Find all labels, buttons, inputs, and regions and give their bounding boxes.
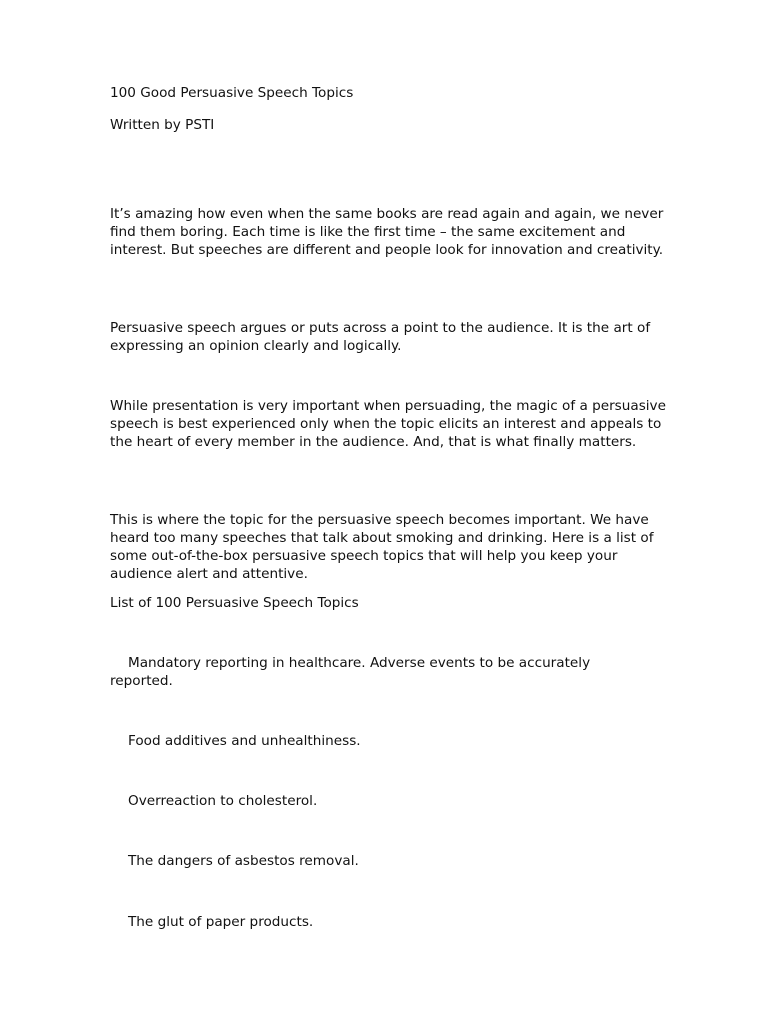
paragraph-intro: It’s amazing how even when the same books are read again and again, we never find them boring. Each time is like the first time – the same excitement and interest. But speeches are different and people look for innovation and creativity.	[110, 206, 664, 258]
document-title: 100 Good Persuasive Speech Topics	[110, 85, 354, 101]
author-line: Written by PSTI	[110, 117, 215, 133]
paragraph-presentation: While presentation is very important when persuading, the magic of a persuasive speech is best experienced only when the topic elicits an interest and appeals to the heart of every member in the audience. And, that is what finally matters.	[110, 398, 666, 450]
topic-item: The dangers of asbestos removal.	[128, 853, 359, 869]
paragraph-definition: Persuasive speech argues or puts across a point to the audience. It is the art of expressing an opinion clearly and logically.	[110, 320, 651, 354]
topic-item: Overreaction to cholesterol.	[128, 793, 318, 809]
paragraph-topic-importance: This is where the topic for the persuasive speech becomes important. We have heard too many speeches that talk about smoking and drinking. Here is a list of some out-of-the-box persuasive speech topics that will help you keep your audience alert and attentive.	[110, 512, 654, 582]
list-heading: List of 100 Persuasive Speech Topics	[110, 595, 359, 611]
topic-item: Mandatory reporting in healthcare. Adverse events to be accurately reported.	[110, 655, 591, 689]
topic-item: Food additives and unhealthiness.	[128, 733, 361, 749]
topic-item: The glut of paper products.	[128, 914, 314, 930]
